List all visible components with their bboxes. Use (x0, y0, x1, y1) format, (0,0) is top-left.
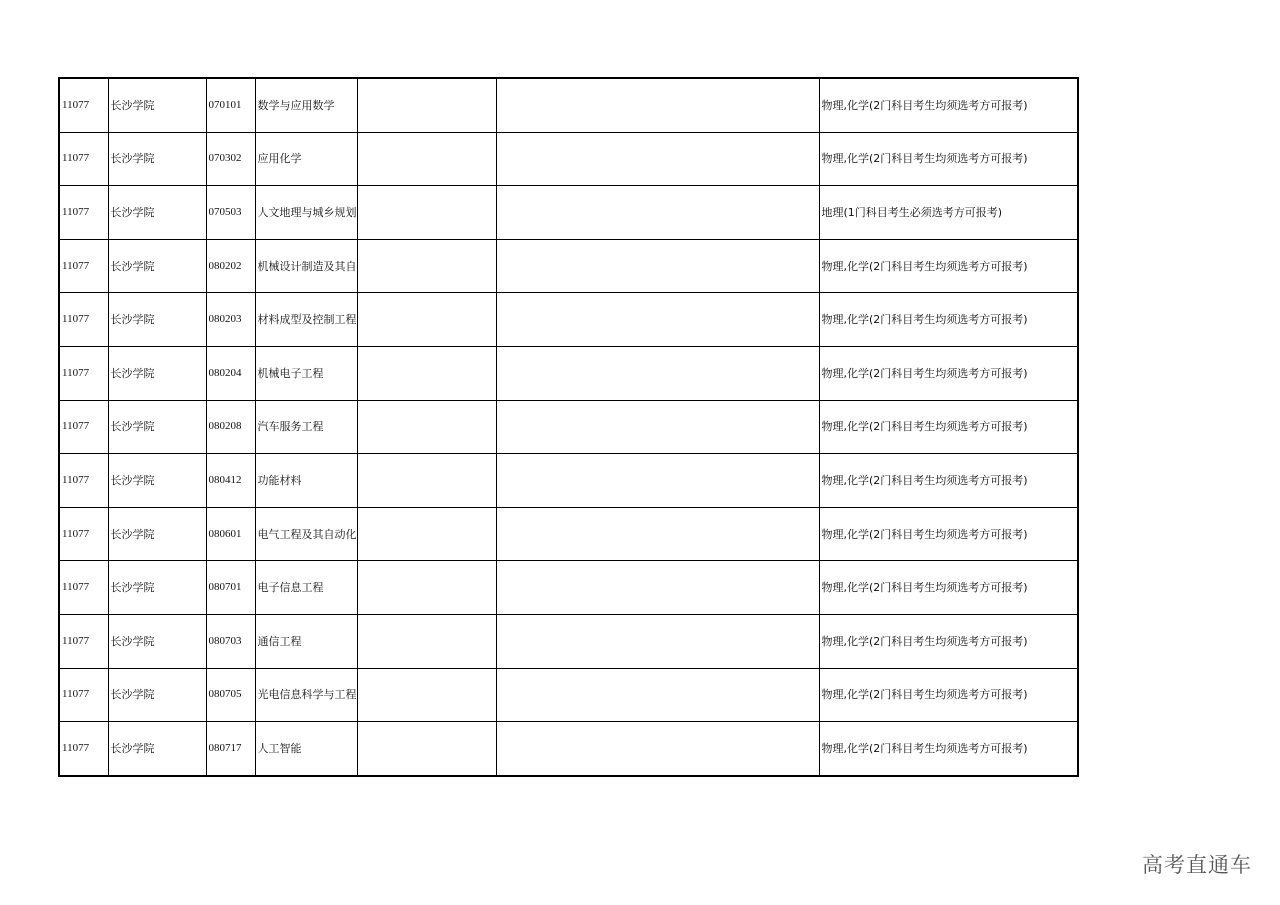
empty-cell (357, 454, 496, 508)
table-row (59, 614, 1078, 668)
major-code-cell: 070503 (206, 186, 255, 240)
major-code-cell: 080208 (206, 400, 255, 454)
school-code-cell: 11077 (59, 507, 108, 561)
school-name-cell: 长沙学院 (108, 507, 206, 561)
major-name-cell: 人文地理与城乡规划 (255, 186, 357, 240)
subject-requirement-cell: 物理,化学(2门科目考生均须选考方可报考) (819, 400, 1078, 454)
table-row (59, 668, 1078, 722)
subject-requirement-cell: 地理(1门科目考生必须选考方可报考) (819, 186, 1078, 240)
empty-cell (496, 722, 819, 776)
empty-cell (496, 507, 819, 561)
major-name-cell: 电气工程及其自动化 (255, 507, 357, 561)
subject-requirement-cell: 物理,化学(2门科目考生均须选考方可报考) (819, 507, 1078, 561)
major-code-cell: 080701 (206, 561, 255, 615)
subject-requirement-cell: 物理,化学(2门科目考生均须选考方可报考) (819, 561, 1078, 615)
school-name-cell: 长沙学院 (108, 186, 206, 240)
major-name-cell: 通信工程 (255, 614, 357, 668)
empty-cell (357, 132, 496, 186)
major-name-cell: 机械设计制造及其自 (255, 239, 357, 293)
major-code-cell: 080601 (206, 507, 255, 561)
empty-cell (496, 400, 819, 454)
empty-cell (496, 668, 819, 722)
major-name-cell: 应用化学 (255, 132, 357, 186)
school-name-cell: 长沙学院 (108, 668, 206, 722)
major-name-cell: 人工智能 (255, 722, 357, 776)
school-code-cell: 11077 (59, 132, 108, 186)
watermark-text: 高考直通车 (1142, 853, 1252, 877)
empty-cell (357, 78, 496, 132)
school-code-cell: 11077 (59, 78, 108, 132)
empty-cell (496, 346, 819, 400)
subject-requirement-cell: 物理,化学(2门科目考生均须选考方可报考) (819, 614, 1078, 668)
admission-table (58, 77, 1079, 777)
table-row (59, 400, 1078, 454)
school-name-cell: 长沙学院 (108, 454, 206, 508)
school-code-cell: 11077 (59, 293, 108, 347)
subject-requirement-cell: 物理,化学(2门科目考生均须选考方可报考) (819, 78, 1078, 132)
major-name-cell: 数学与应用数学 (255, 78, 357, 132)
empty-cell (496, 614, 819, 668)
school-name-cell: 长沙学院 (108, 78, 206, 132)
empty-cell (357, 722, 496, 776)
school-code-cell: 11077 (59, 346, 108, 400)
major-code-cell: 080705 (206, 668, 255, 722)
empty-cell (496, 186, 819, 240)
empty-cell (357, 239, 496, 293)
subject-requirement-cell: 物理,化学(2门科目考生均须选考方可报考) (819, 132, 1078, 186)
major-code-cell: 080204 (206, 346, 255, 400)
school-name-cell: 长沙学院 (108, 400, 206, 454)
school-name-cell: 长沙学院 (108, 614, 206, 668)
table-row (59, 186, 1078, 240)
table-row (59, 132, 1078, 186)
school-name-cell: 长沙学院 (108, 239, 206, 293)
empty-cell (496, 78, 819, 132)
school-code-cell: 11077 (59, 614, 108, 668)
table-row (59, 454, 1078, 508)
table-row (59, 239, 1078, 293)
major-name-cell: 材料成型及控制工程 (255, 293, 357, 347)
empty-cell (496, 132, 819, 186)
major-code-cell: 080412 (206, 454, 255, 508)
major-name-cell: 汽车服务工程 (255, 400, 357, 454)
empty-cell (357, 668, 496, 722)
major-code-cell: 070302 (206, 132, 255, 186)
empty-cell (357, 614, 496, 668)
empty-cell (496, 454, 819, 508)
table-row (59, 722, 1078, 776)
subject-requirement-cell: 物理,化学(2门科目考生均须选考方可报考) (819, 722, 1078, 776)
table-row (59, 507, 1078, 561)
school-code-cell: 11077 (59, 454, 108, 508)
school-code-cell: 11077 (59, 668, 108, 722)
table-body (59, 78, 1078, 776)
empty-cell (496, 293, 819, 347)
empty-cell (357, 400, 496, 454)
empty-cell (357, 186, 496, 240)
subject-requirement-cell: 物理,化学(2门科目考生均须选考方可报考) (819, 239, 1078, 293)
major-code-cell: 080203 (206, 293, 255, 347)
empty-cell (357, 507, 496, 561)
major-code-cell: 070101 (206, 78, 255, 132)
table-row (59, 78, 1078, 132)
school-name-cell: 长沙学院 (108, 561, 206, 615)
major-code-cell: 080202 (206, 239, 255, 293)
subject-requirement-cell: 物理,化学(2门科目考生均须选考方可报考) (819, 668, 1078, 722)
empty-cell (496, 561, 819, 615)
table-row (59, 561, 1078, 615)
school-code-cell: 11077 (59, 400, 108, 454)
major-code-cell: 080717 (206, 722, 255, 776)
major-name-cell: 机械电子工程 (255, 346, 357, 400)
table-row (59, 293, 1078, 347)
school-name-cell: 长沙学院 (108, 293, 206, 347)
empty-cell (357, 293, 496, 347)
school-name-cell: 长沙学院 (108, 132, 206, 186)
empty-cell (357, 561, 496, 615)
school-name-cell: 长沙学院 (108, 346, 206, 400)
major-code-cell: 080703 (206, 614, 255, 668)
table-row (59, 346, 1078, 400)
subject-requirement-cell: 物理,化学(2门科目考生均须选考方可报考) (819, 346, 1078, 400)
subject-requirement-cell: 物理,化学(2门科目考生均须选考方可报考) (819, 293, 1078, 347)
empty-cell (496, 239, 819, 293)
school-code-cell: 11077 (59, 722, 108, 776)
major-name-cell: 电子信息工程 (255, 561, 357, 615)
school-code-cell: 11077 (59, 561, 108, 615)
empty-cell (357, 346, 496, 400)
major-name-cell: 功能材料 (255, 454, 357, 508)
school-name-cell: 长沙学院 (108, 722, 206, 776)
major-name-cell: 光电信息科学与工程 (255, 668, 357, 722)
subject-requirement-cell: 物理,化学(2门科目考生均须选考方可报考) (819, 454, 1078, 508)
school-code-cell: 11077 (59, 239, 108, 293)
school-code-cell: 11077 (59, 186, 108, 240)
